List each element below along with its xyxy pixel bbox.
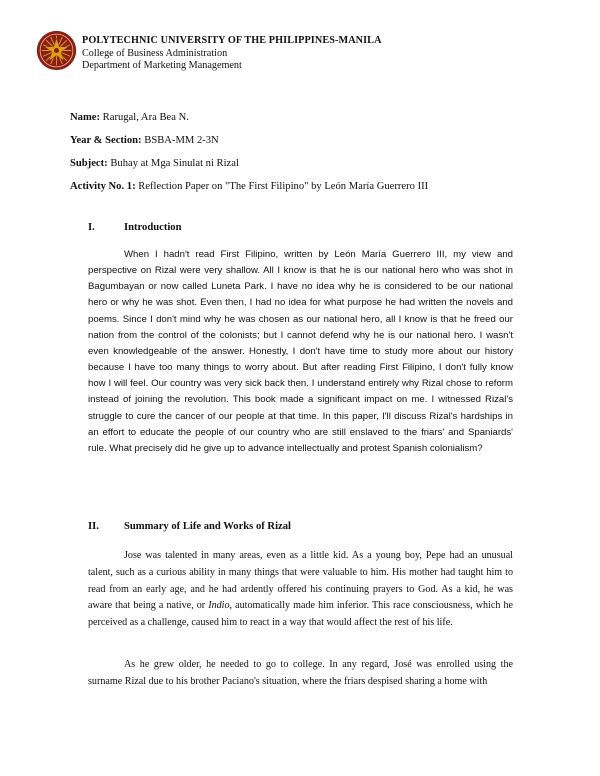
subject-line bbox=[70, 157, 540, 180]
name-label: Name: bbox=[70, 112, 101, 123]
introduction-paragraph: When I hadn't read First Filipino, written by León María Guerrero III, my view and perspective on Rizal were very shallow. All I know is that he is our national hero who was shot in Bagumbayan or now called Luneta Park. I have no idea why he is considered to be our national hero or why he was shot. Even then, I had no idea for what purpose he had written the novels and poems. Since I don't mind why he was chosen as our national hero, all I know is that he freed our nation from the control of the colonists; but I cannot defend why he is our national hero. I wasn't even knowledgeable of the answer. Honestly, I don't have time to study more about our history because I have too many things to worry about. But after reading First Filipino, I don't fully know how I will feel. Our country was very sick back then. I understand entirely why Rizal chose to reform instead of joining the revolution. This book made a significant impact on me. I witnessed Rizal's struggle to cure the cancer of our people at that time. In this paper, I'll discuss Rizal's hardships in an effort to educate the people of our country who are still enslaved to the friars' and Spaniards' rule. What precisely did he give up to advance intellectually and protest Spanish colonialism? bbox=[88, 249, 513, 454]
year-section-label: Year & Section: bbox=[70, 135, 142, 146]
activity-value: Reflection Paper on "The First Filipino" by León María Guerrero III bbox=[138, 181, 429, 192]
italic-term: Indio bbox=[208, 600, 230, 612]
section-number: I. bbox=[88, 222, 95, 233]
name-line bbox=[70, 111, 540, 134]
subject-label: Subject: bbox=[70, 158, 108, 169]
section-title: Introduction bbox=[124, 222, 182, 233]
activity-line bbox=[70, 180, 540, 203]
university-name: POLYTECHNIC UNIVERSITY OF THE PHILIPPINES-MANILA bbox=[82, 35, 382, 46]
pup-seal-icon bbox=[36, 30, 77, 71]
name-value: Rarugal, Ara Bea N. bbox=[102, 112, 189, 123]
section-title: Summary of Life and Works of Rizal bbox=[124, 521, 291, 532]
year-section-value: BSBA-MM 2-3N bbox=[144, 135, 219, 146]
college-name: College of Business Administration bbox=[82, 47, 228, 59]
summary-paragraph-1 bbox=[88, 548, 513, 632]
section-number: II. bbox=[88, 521, 99, 532]
department-name: Department of Marketing Management bbox=[82, 60, 242, 71]
activity-label: Activity No. 1: bbox=[70, 181, 136, 192]
year-section-line bbox=[70, 134, 540, 157]
student-info bbox=[70, 111, 540, 203]
paragraph-text: , automatically made him inferior. This race consciousness, which he perceived as a challenge, caused him to react in a way that would affect the rest of his life. bbox=[88, 600, 513, 629]
section-heading-summary bbox=[88, 521, 291, 532]
section-heading-introduction bbox=[88, 222, 182, 233]
summary-paragraph-2: As he grew older, he needed to go to college. In any regard, José was enrolled using the surname Rizal due to his brother Paciano's situation, where the friars despised sharing a home with bbox=[88, 659, 513, 687]
subject-value: Buhay at Mga Sinulat ni Rizal bbox=[110, 158, 239, 169]
paragraph-text: Jose was talented in many areas, even as a little kid. As a young boy, Pepe had an unusual talent, such as a curious ability in many things that were valuable to him. His mother had taught him to read from an early age, and he had ardently offered his continuing prayers to God. As a kid, he was aware that being a native, or bbox=[88, 550, 513, 612]
letterhead bbox=[36, 30, 576, 72]
